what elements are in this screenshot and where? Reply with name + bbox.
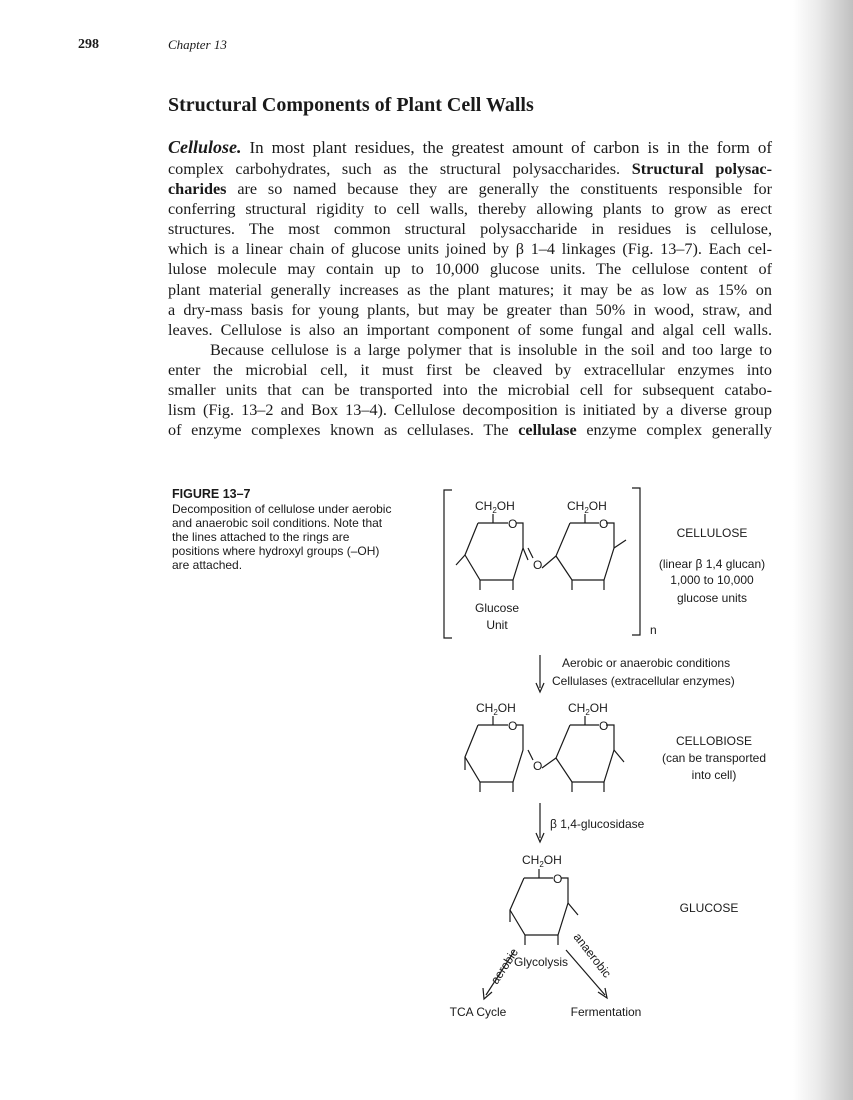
glucose-ring-2 [556, 514, 626, 590]
glucose-label: GLUCOSE [679, 901, 739, 915]
right-bracket [632, 488, 640, 635]
glucose-unit-label: Glucose [474, 601, 520, 615]
caption-line: and anaerobic soil conditions. Note that [172, 516, 383, 530]
bridge-oxygen: O [533, 558, 543, 572]
body-text: In most plant residues, the greatest amount of carbon is in the form of [241, 138, 772, 157]
cellulose-desc: 1,000 to 10,000 [670, 573, 754, 587]
body-text: of enzyme complexes known as cellulases. The [168, 421, 509, 439]
running-head: Chapter 13 [168, 37, 227, 52]
ch2oh-label: $CH_2OH$ [567, 499, 607, 515]
ring-oxygen: O [599, 517, 609, 531]
fermentation-label: Fermentation [570, 1005, 642, 1019]
ring-oxygen: O [553, 872, 563, 886]
glucose-ring [510, 869, 578, 945]
caption-line: the lines attached to the rings are [172, 530, 350, 544]
term-cellulase: cellulase [508, 421, 577, 439]
body-line: enter the microbial cell, it must first be cleaved by extracellular enzymes into [168, 361, 772, 379]
body-line: a dry-mass basis for young plants, but may be greater than 50% in wood, straw, and [168, 301, 772, 319]
cellulose-desc: glucose units [676, 591, 748, 605]
ch2oh-label: $CH_2OH$ [568, 701, 608, 717]
body-line: plant material generally increases as the plant matures; it may be as low as 15% on [168, 281, 772, 299]
body-text: are so named because they are generally the constituents responsible for [226, 180, 772, 198]
term-cellulose: Cellulose. [168, 137, 242, 157]
ring-oxygen: O [599, 719, 609, 733]
body-text: enzyme complex generally [576, 421, 772, 439]
glucose-unit-label: Unit [486, 618, 508, 632]
anaerobic-label: anaerobic [570, 930, 615, 981]
cellobiose-ring-2 [556, 716, 624, 792]
caption-line: are attached. [172, 558, 243, 572]
body-line: Because cellulose is a large polymer that is insoluble in the soil and too large to [210, 341, 772, 359]
cellulose-label: CELLULOSE [676, 526, 748, 540]
page-number: 298 [78, 37, 99, 52]
cellobiose-desc: (can be transported [661, 751, 767, 765]
figure-title: FIGURE 13–7 [172, 487, 251, 501]
step2-enzyme: β 1,4-glucosidase [550, 817, 645, 831]
ch2oh-label: $CH_2OH$ [522, 853, 562, 869]
body-line: smaller units that can be transported into the microbial cell for subsequent catabo- [168, 381, 772, 399]
step1-enzymes: Cellulases (extracellular enzymes) [552, 674, 735, 688]
body-line: leaves. Cellulose is also an important component of some fungal and algal cell walls. [168, 321, 772, 339]
body-line: which is a linear chain of glucose units joined by β 1–4 linkages (Fig. 13–7). Each cel- [168, 240, 772, 258]
caption-line: Decomposition of cellulose under aerobic [172, 502, 392, 516]
body-line: structures. The most common structural polysaccharide in residues is cellulose, [168, 220, 772, 238]
term-charides: charides [168, 180, 227, 198]
section-title: Structural Components of Plant Cell Walls [168, 94, 534, 116]
left-bracket [444, 490, 452, 638]
glycolysis-label: Glycolysis [513, 955, 569, 969]
ch2oh-label: $CH_2OH$ [475, 499, 515, 515]
aerobic-label: aerobic [487, 945, 521, 987]
caption-line: positions where hydroxyl groups (–OH) [172, 544, 380, 558]
ring-oxygen: O [508, 517, 518, 531]
cellobiose-desc: into cell) [691, 768, 737, 782]
term-structural-polysaccharides: Structural polysac- [620, 160, 773, 178]
ch2oh-label: $CH_2OH$ [476, 701, 516, 717]
body-line: conferring structural rigidity to cell walls, thereby allowing plants to grow as erect [168, 200, 772, 218]
cellobiose-label: CELLOBIOSE [675, 734, 753, 748]
tca-cycle-label: TCA Cycle [449, 1005, 507, 1019]
n-subscript: n [650, 623, 657, 637]
cellulose-desc: (linear β 1,4 glucan) [658, 557, 766, 571]
body-text: complex carbohydrates, such as the structural polysaccharides. [168, 160, 621, 178]
bridge-oxygen: O [533, 759, 543, 773]
ring-oxygen: O [508, 719, 518, 733]
step1-conditions: Aerobic or anaerobic conditions [562, 656, 731, 670]
body-line: lism (Fig. 13–2 and Box 13–4). Cellulose decomposition is initiated by a diverse group [168, 401, 772, 419]
body-line: lulose molecule may contain up to 10,000 glucose units. The cellulose content of [168, 260, 772, 278]
